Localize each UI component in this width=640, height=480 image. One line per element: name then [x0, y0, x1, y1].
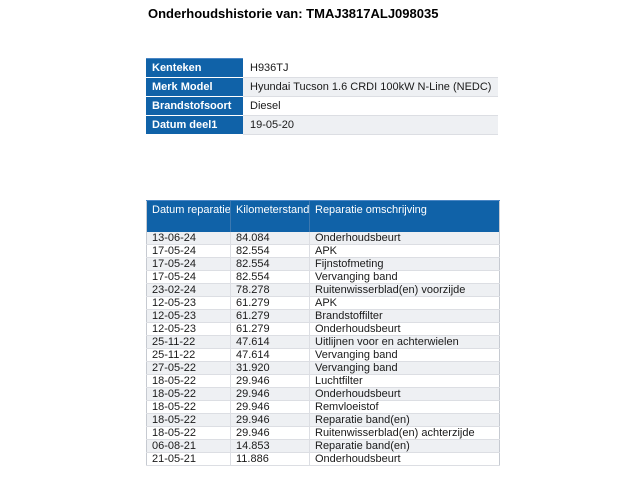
vehicle-info-row: [146, 97, 498, 116]
history-cell-date: 17-05-24: [147, 258, 231, 271]
history-body: [147, 232, 500, 466]
vehicle-info-row: [146, 59, 498, 78]
history-cell-date: 23-02-24: [147, 284, 231, 297]
history-cell-km: 61.279: [231, 323, 310, 336]
history-cell-desc: Onderhoudsbeurt: [310, 388, 500, 401]
history-row: [147, 362, 500, 375]
history-cell-km: 47.614: [231, 336, 310, 349]
vehicle-info-value: Hyundai Tucson 1.6 CRDI 100kW N-Line (NEDC): [243, 78, 498, 97]
vehicle-info-value: 19-05-20: [243, 116, 498, 135]
history-row: [147, 440, 500, 453]
vehicle-info-row: [146, 116, 498, 135]
history-cell-km: 29.946: [231, 427, 310, 440]
history-row: [147, 323, 500, 336]
history-cell-date: 12-05-23: [147, 323, 231, 336]
history-cell-desc: Ruitenwisserblad(en) achterzijde: [310, 427, 500, 440]
history-cell-km: 29.946: [231, 375, 310, 388]
history-row: [147, 401, 500, 414]
history-row: [147, 258, 500, 271]
history-cell-date: 25-11-22: [147, 349, 231, 362]
history-cell-desc: Reparatie band(en): [310, 414, 500, 427]
history-cell-desc: APK: [310, 297, 500, 310]
history-cell-km: 11.886: [231, 453, 310, 466]
history-row: [147, 245, 500, 258]
history-cell-date: 06-08-21: [147, 440, 231, 453]
vehicle-info-row: [146, 78, 498, 97]
history-row: [147, 388, 500, 401]
history-cell-desc: Luchtfilter: [310, 375, 500, 388]
vehicle-info-label: Kenteken: [146, 59, 243, 78]
page-title: Onderhoudshistorie van: TMAJ3817ALJ098035: [148, 6, 439, 21]
history-row: [147, 349, 500, 362]
history-cell-km: 47.614: [231, 349, 310, 362]
history-cell-desc: APK: [310, 245, 500, 258]
history-cell-desc: Onderhoudsbeurt: [310, 453, 500, 466]
vehicle-info-value: Diesel: [243, 97, 498, 116]
history-cell-km: 78.278: [231, 284, 310, 297]
history-cell-desc: Vervanging band: [310, 271, 500, 284]
history-cell-date: 12-05-23: [147, 310, 231, 323]
history-cell-date: 17-05-24: [147, 245, 231, 258]
history-cell-desc: Remvloeistof: [310, 401, 500, 414]
vehicle-info-table: [146, 58, 498, 135]
history-cell-km: 14.853: [231, 440, 310, 453]
history-row: [147, 297, 500, 310]
vehicle-info-value: H936TJ: [243, 59, 498, 78]
history-row: [147, 232, 500, 245]
history-cell-date: 21-05-21: [147, 453, 231, 466]
history-table: [146, 200, 500, 466]
history-cell-desc: Vervanging band: [310, 349, 500, 362]
history-row: [147, 310, 500, 323]
history-cell-km: 82.554: [231, 271, 310, 284]
history-cell-km: 82.554: [231, 258, 310, 271]
history-cell-date: 17-05-24: [147, 271, 231, 284]
history-cell-desc: Fijnstofmeting: [310, 258, 500, 271]
history-cell-date: 12-05-23: [147, 297, 231, 310]
history-cell-desc: Brandstoffilter: [310, 310, 500, 323]
history-cell-date: 18-05-22: [147, 388, 231, 401]
history-cell-date: 25-11-22: [147, 336, 231, 349]
history-cell-date: 18-05-22: [147, 375, 231, 388]
history-cell-km: 29.946: [231, 414, 310, 427]
history-row: [147, 414, 500, 427]
history-cell-date: 18-05-22: [147, 401, 231, 414]
history-row: [147, 453, 500, 466]
vehicle-info-label: Merk Model: [146, 78, 243, 97]
history-cell-date: 18-05-22: [147, 427, 231, 440]
history-cell-desc: Reparatie band(en): [310, 440, 500, 453]
history-cell-km: 61.279: [231, 310, 310, 323]
history-row: [147, 284, 500, 297]
history-cell-km: 31.920: [231, 362, 310, 375]
history-cell-date: 13-06-24: [147, 232, 231, 245]
history-cell-km: 61.279: [231, 297, 310, 310]
history-cell-desc: Vervanging band: [310, 362, 500, 375]
history-cell-km: 29.946: [231, 401, 310, 414]
history-header-row: [147, 201, 500, 232]
history-row: [147, 336, 500, 349]
vehicle-info-body: [146, 59, 498, 135]
history-row: [147, 427, 500, 440]
history-cell-date: 18-05-22: [147, 414, 231, 427]
history-column-km: Kilometerstand: [231, 201, 310, 232]
history-cell-desc: Onderhoudsbeurt: [310, 232, 500, 245]
history-column-desc: Reparatie omschrijving: [310, 201, 500, 232]
history-cell-desc: Ruitenwisserblad(en) voorzijde: [310, 284, 500, 297]
history-row: [147, 375, 500, 388]
history-cell-desc: Uitlijnen voor en achterwielen: [310, 336, 500, 349]
vehicle-info-label: Brandstofsoort: [146, 97, 243, 116]
history-column-date: Datum reparatie: [147, 201, 231, 232]
history-row: [147, 271, 500, 284]
history-cell-date: 27-05-22: [147, 362, 231, 375]
history-cell-km: 82.554: [231, 245, 310, 258]
history-cell-km: 29.946: [231, 388, 310, 401]
history-cell-km: 84.084: [231, 232, 310, 245]
history-cell-desc: Onderhoudsbeurt: [310, 323, 500, 336]
vehicle-info-label: Datum deel1: [146, 116, 243, 135]
